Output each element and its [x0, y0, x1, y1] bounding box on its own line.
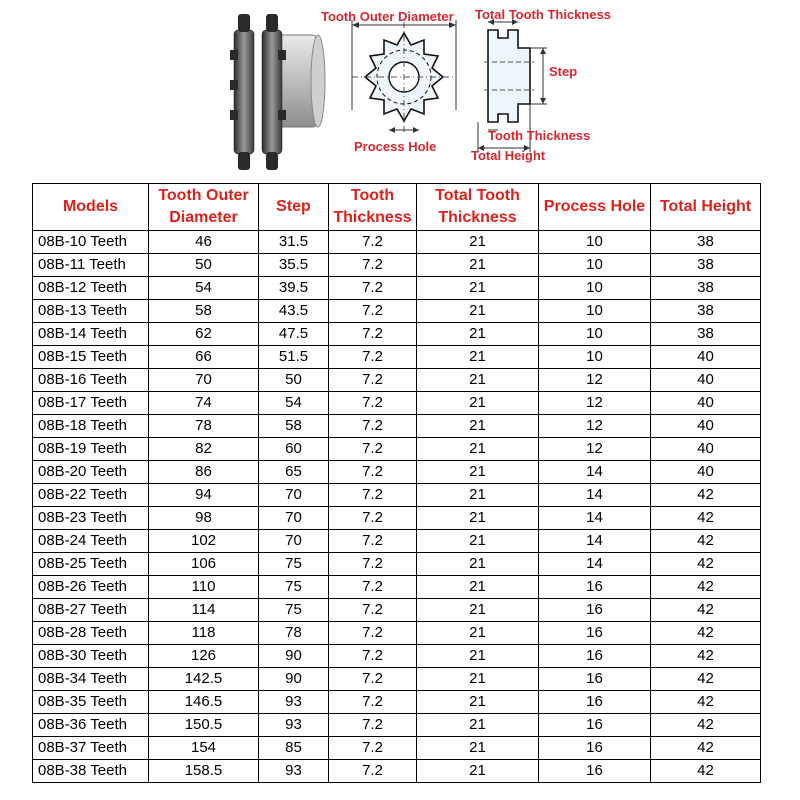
cell-total-tooth-thickness: 21: [417, 553, 539, 576]
header-models: Models: [33, 184, 149, 231]
cell-tooth-thickness: 7.2: [329, 300, 417, 323]
cell-model: 08B-30 Teeth: [33, 645, 149, 668]
cell-total-height: 42: [651, 507, 761, 530]
cell-tooth-outer-diameter: 74: [149, 392, 259, 415]
cell-tooth-outer-diameter: 86: [149, 461, 259, 484]
cell-model: 08B-15 Teeth: [33, 346, 149, 369]
cell-step: 54: [259, 392, 329, 415]
cell-total-tooth-thickness: 21: [417, 645, 539, 668]
table-header-row: [33, 184, 761, 231]
cell-process-hole: 16: [539, 737, 651, 760]
table-row: [33, 323, 761, 346]
cell-total-tooth-thickness: 21: [417, 231, 539, 254]
cell-tooth-outer-diameter: 66: [149, 346, 259, 369]
cell-tooth-outer-diameter: 102: [149, 530, 259, 553]
cell-model: 08B-14 Teeth: [33, 323, 149, 346]
cell-step: 51.5: [259, 346, 329, 369]
table-row: [33, 553, 761, 576]
cell-model: 08B-24 Teeth: [33, 530, 149, 553]
cell-process-hole: 16: [539, 691, 651, 714]
cell-tooth-thickness: 7.2: [329, 438, 417, 461]
cell-total-tooth-thickness: 21: [417, 277, 539, 300]
table-row: [33, 645, 761, 668]
header-total-tooth-thickness: Total Tooth Thickness: [417, 184, 539, 231]
cell-tooth-thickness: 7.2: [329, 668, 417, 691]
cell-process-hole: 10: [539, 346, 651, 369]
cell-total-tooth-thickness: 21: [417, 737, 539, 760]
cell-total-height: 42: [651, 691, 761, 714]
cell-total-tooth-thickness: 21: [417, 507, 539, 530]
table-row: [33, 300, 761, 323]
label-step: Step: [549, 64, 578, 79]
cell-process-hole: 10: [539, 300, 651, 323]
cell-total-height: 42: [651, 622, 761, 645]
cell-step: 65: [259, 461, 329, 484]
header-step: Step: [259, 184, 329, 231]
cell-tooth-thickness: 7.2: [329, 691, 417, 714]
cell-model: 08B-12 Teeth: [33, 277, 149, 300]
cell-step: 93: [259, 691, 329, 714]
cell-tooth-outer-diameter: 154: [149, 737, 259, 760]
cell-model: 08B-16 Teeth: [33, 369, 149, 392]
header-tooth-thickness: Tooth Thickness: [329, 184, 417, 231]
table-row: [33, 737, 761, 760]
cell-tooth-outer-diameter: 150.5: [149, 714, 259, 737]
cell-process-hole: 12: [539, 415, 651, 438]
cell-tooth-outer-diameter: 118: [149, 622, 259, 645]
label-process-hole: Process Hole: [354, 139, 437, 154]
cell-total-tooth-thickness: 21: [417, 668, 539, 691]
cell-model: 08B-35 Teeth: [33, 691, 149, 714]
cell-model: 08B-38 Teeth: [33, 760, 149, 783]
cell-process-hole: 14: [539, 461, 651, 484]
cell-process-hole: 14: [539, 553, 651, 576]
cell-tooth-thickness: 7.2: [329, 323, 417, 346]
cell-process-hole: 14: [539, 484, 651, 507]
cell-total-height: 38: [651, 231, 761, 254]
cell-total-height: 40: [651, 438, 761, 461]
table-row: [33, 507, 761, 530]
cell-model: 08B-25 Teeth: [33, 553, 149, 576]
cell-total-height: 42: [651, 530, 761, 553]
cell-tooth-thickness: 7.2: [329, 254, 417, 277]
cell-process-hole: 14: [539, 530, 651, 553]
cell-model: 08B-19 Teeth: [33, 438, 149, 461]
cell-model: 08B-10 Teeth: [33, 231, 149, 254]
table-row: [33, 369, 761, 392]
sprocket-diagram: [0, 0, 800, 180]
cell-tooth-outer-diameter: 158.5: [149, 760, 259, 783]
cell-step: 70: [259, 484, 329, 507]
cell-step: 90: [259, 668, 329, 691]
cell-tooth-thickness: 7.2: [329, 576, 417, 599]
table-row: [33, 254, 761, 277]
cell-step: 75: [259, 599, 329, 622]
cell-step: 93: [259, 760, 329, 783]
cell-tooth-thickness: 7.2: [329, 277, 417, 300]
cell-tooth-outer-diameter: 70: [149, 369, 259, 392]
cell-step: 58: [259, 415, 329, 438]
cell-step: 70: [259, 530, 329, 553]
cell-total-tooth-thickness: 21: [417, 622, 539, 645]
cell-step: 70: [259, 507, 329, 530]
cell-total-height: 42: [651, 599, 761, 622]
cell-tooth-thickness: 7.2: [329, 231, 417, 254]
cell-tooth-outer-diameter: 106: [149, 553, 259, 576]
cell-step: 93: [259, 714, 329, 737]
cell-total-tooth-thickness: 21: [417, 369, 539, 392]
cell-total-height: 38: [651, 300, 761, 323]
cell-tooth-outer-diameter: 98: [149, 507, 259, 530]
cell-tooth-thickness: 7.2: [329, 622, 417, 645]
cell-tooth-outer-diameter: 114: [149, 599, 259, 622]
cell-model: 08B-22 Teeth: [33, 484, 149, 507]
cell-total-tooth-thickness: 21: [417, 760, 539, 783]
cell-process-hole: 16: [539, 622, 651, 645]
cell-step: 39.5: [259, 277, 329, 300]
cell-step: 50: [259, 369, 329, 392]
table-row: [33, 231, 761, 254]
cell-step: 43.5: [259, 300, 329, 323]
table-row: [33, 530, 761, 553]
cell-tooth-thickness: 7.2: [329, 415, 417, 438]
cell-model: 08B-36 Teeth: [33, 714, 149, 737]
cell-total-height: 42: [651, 714, 761, 737]
cell-total-tooth-thickness: 21: [417, 254, 539, 277]
cell-total-height: 40: [651, 369, 761, 392]
cell-tooth-outer-diameter: 126: [149, 645, 259, 668]
cell-tooth-outer-diameter: 82: [149, 438, 259, 461]
cell-model: 08B-27 Teeth: [33, 599, 149, 622]
cell-total-tooth-thickness: 21: [417, 392, 539, 415]
cell-tooth-thickness: 7.2: [329, 484, 417, 507]
cell-total-tooth-thickness: 21: [417, 461, 539, 484]
cell-tooth-thickness: 7.2: [329, 553, 417, 576]
cell-total-tooth-thickness: 21: [417, 714, 539, 737]
cell-model: 08B-17 Teeth: [33, 392, 149, 415]
cell-total-height: 38: [651, 323, 761, 346]
table-row: [33, 760, 761, 783]
cell-total-tooth-thickness: 21: [417, 691, 539, 714]
cell-total-tooth-thickness: 21: [417, 599, 539, 622]
cell-total-height: 40: [651, 461, 761, 484]
cell-step: 35.5: [259, 254, 329, 277]
cell-process-hole: 16: [539, 668, 651, 691]
label-tooth-outer-diameter: Tooth Outer Diameter: [321, 9, 454, 24]
label-tooth-thickness: Tooth Thickness: [488, 128, 591, 143]
cell-model: 08B-34 Teeth: [33, 668, 149, 691]
cell-step: 75: [259, 576, 329, 599]
label-total-tooth-thickness: Total Tooth Thickness: [475, 7, 612, 22]
header-tooth-outer-diameter: Tooth Outer Diameter: [149, 184, 259, 231]
cell-total-tooth-thickness: 21: [417, 346, 539, 369]
cell-total-height: 42: [651, 737, 761, 760]
cell-total-height: 38: [651, 254, 761, 277]
cell-total-height: 40: [651, 392, 761, 415]
cell-total-height: 42: [651, 668, 761, 691]
cell-tooth-thickness: 7.2: [329, 760, 417, 783]
cell-tooth-outer-diameter: 54: [149, 277, 259, 300]
cell-model: 08B-18 Teeth: [33, 415, 149, 438]
cell-tooth-thickness: 7.2: [329, 599, 417, 622]
cell-process-hole: 10: [539, 254, 651, 277]
cell-process-hole: 16: [539, 714, 651, 737]
cell-tooth-outer-diameter: 78: [149, 415, 259, 438]
table-row: [33, 484, 761, 507]
table-row: [33, 415, 761, 438]
cell-tooth-outer-diameter: 146.5: [149, 691, 259, 714]
cell-total-height: 40: [651, 415, 761, 438]
cell-process-hole: 10: [539, 323, 651, 346]
cell-model: 08B-28 Teeth: [33, 622, 149, 645]
cell-total-tooth-thickness: 21: [417, 530, 539, 553]
cell-total-height: 42: [651, 484, 761, 507]
cell-tooth-thickness: 7.2: [329, 461, 417, 484]
cell-tooth-thickness: 7.2: [329, 392, 417, 415]
cell-total-tooth-thickness: 21: [417, 484, 539, 507]
cell-process-hole: 16: [539, 645, 651, 668]
cell-model: 08B-20 Teeth: [33, 461, 149, 484]
cell-tooth-outer-diameter: 62: [149, 323, 259, 346]
cell-step: 75: [259, 553, 329, 576]
cell-step: 47.5: [259, 323, 329, 346]
cell-process-hole: 16: [539, 599, 651, 622]
cell-process-hole: 10: [539, 231, 651, 254]
table-row: [33, 346, 761, 369]
cell-process-hole: 10: [539, 277, 651, 300]
table-row: [33, 576, 761, 599]
table-row: [33, 277, 761, 300]
cell-tooth-thickness: 7.2: [329, 346, 417, 369]
cell-total-tooth-thickness: 21: [417, 438, 539, 461]
cell-tooth-outer-diameter: 46: [149, 231, 259, 254]
table-body: [33, 231, 761, 783]
cell-step: 60: [259, 438, 329, 461]
cell-total-height: 42: [651, 645, 761, 668]
cell-tooth-thickness: 7.2: [329, 714, 417, 737]
cell-tooth-thickness: 7.2: [329, 507, 417, 530]
cell-total-height: 42: [651, 553, 761, 576]
table-row: [33, 438, 761, 461]
table-row: [33, 714, 761, 737]
cell-process-hole: 12: [539, 438, 651, 461]
cell-tooth-outer-diameter: 110: [149, 576, 259, 599]
cell-model: 08B-37 Teeth: [33, 737, 149, 760]
table-row: [33, 392, 761, 415]
sprocket-front-view: [352, 20, 456, 133]
table-row: [33, 691, 761, 714]
table-row: [33, 461, 761, 484]
table-row: [33, 622, 761, 645]
cell-total-height: 42: [651, 576, 761, 599]
sprocket-illustration: [0, 0, 800, 180]
table-row: [33, 599, 761, 622]
cell-total-height: 38: [651, 277, 761, 300]
cell-total-tooth-thickness: 21: [417, 576, 539, 599]
cell-step: 90: [259, 645, 329, 668]
cell-step: 85: [259, 737, 329, 760]
cell-total-tooth-thickness: 21: [417, 323, 539, 346]
header-total-height: Total Height: [651, 184, 761, 231]
cell-tooth-thickness: 7.2: [329, 737, 417, 760]
sprocket-spec-table: [32, 183, 761, 783]
cell-tooth-outer-diameter: 58: [149, 300, 259, 323]
cell-tooth-thickness: 7.2: [329, 530, 417, 553]
cell-process-hole: 12: [539, 392, 651, 415]
cell-process-hole: 12: [539, 369, 651, 392]
cell-process-hole: 16: [539, 760, 651, 783]
cell-tooth-thickness: 7.2: [329, 369, 417, 392]
sprocket-photo: [230, 14, 325, 170]
cell-total-height: 42: [651, 760, 761, 783]
cell-model: 08B-13 Teeth: [33, 300, 149, 323]
cell-model: 08B-23 Teeth: [33, 507, 149, 530]
table-row: [33, 668, 761, 691]
cell-model: 08B-11 Teeth: [33, 254, 149, 277]
header-process-hole: Process Hole: [539, 184, 651, 231]
cell-tooth-outer-diameter: 142.5: [149, 668, 259, 691]
cell-process-hole: 14: [539, 507, 651, 530]
cell-tooth-outer-diameter: 94: [149, 484, 259, 507]
cell-total-height: 40: [651, 346, 761, 369]
cell-tooth-thickness: 7.2: [329, 645, 417, 668]
cell-step: 31.5: [259, 231, 329, 254]
cell-step: 78: [259, 622, 329, 645]
label-total-height: Total Height: [471, 148, 546, 163]
cell-total-tooth-thickness: 21: [417, 300, 539, 323]
cell-total-tooth-thickness: 21: [417, 415, 539, 438]
cell-tooth-outer-diameter: 50: [149, 254, 259, 277]
cell-model: 08B-26 Teeth: [33, 576, 149, 599]
cell-process-hole: 16: [539, 576, 651, 599]
